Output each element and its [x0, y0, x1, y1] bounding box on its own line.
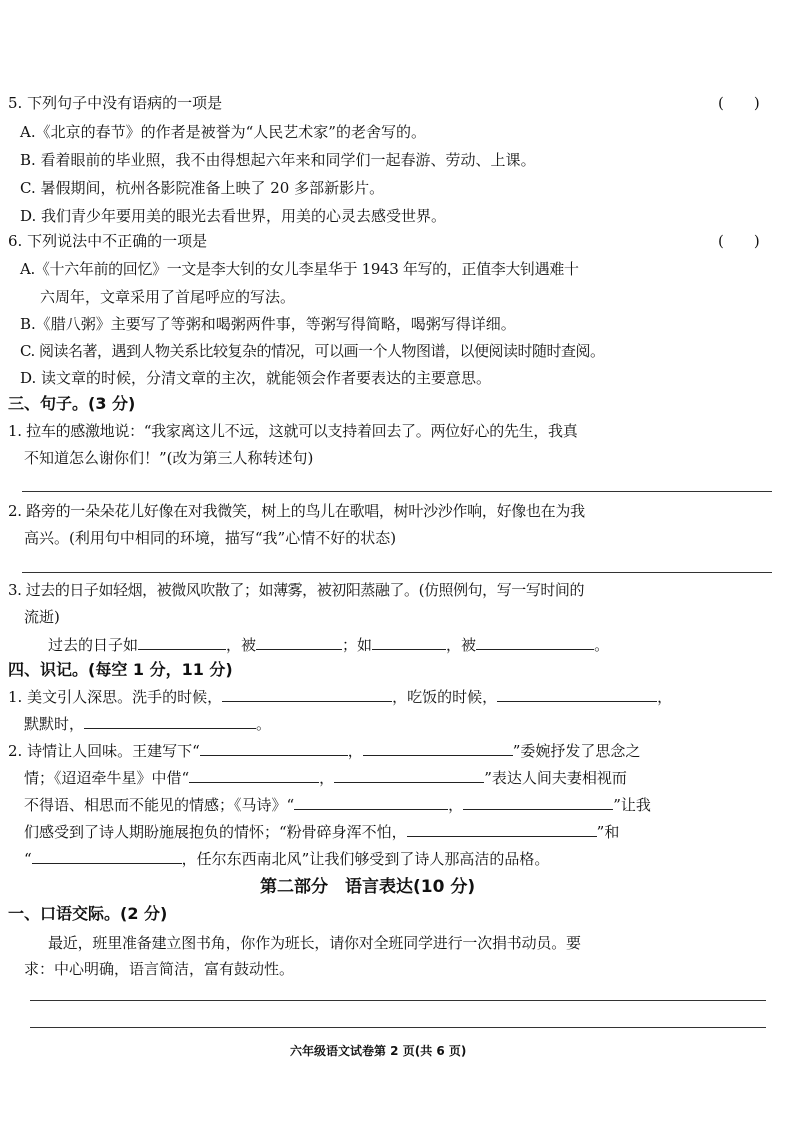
q6-option-d: D. 读文章的时候，分清文章的主次，就能领会作者要表达的主要意思。	[20, 369, 492, 387]
recite2-text-c: ”委婉抒发了思念之	[512, 742, 641, 760]
sentence1-line1: 1. 拉车的感激地说：“我家离这儿不远，这就可以支持着回去了。两位好心的先生，我真	[8, 422, 578, 440]
recite2-line4	[24, 821, 619, 843]
recite2-blank-8[interactable]	[32, 849, 182, 864]
recite1-text-a: 1. 美文引人深思。洗手的时候，	[8, 688, 223, 706]
recite2-text-m: ，任尔东西南北风”让我们够受到了诗人那高洁的品格。	[181, 850, 550, 868]
recite1-text-e: 。	[256, 715, 272, 733]
oral-answer-line-2[interactable]	[30, 1027, 766, 1028]
recite2-text-h: ，	[448, 796, 464, 814]
recite2-line1	[8, 740, 640, 762]
recite1-text-d: 默默时，	[24, 715, 85, 733]
recite2-line5	[24, 848, 549, 870]
recite2-text-e: ，	[319, 769, 335, 787]
recite1-blank-3[interactable]	[84, 714, 256, 729]
recite2-line3	[24, 794, 651, 816]
fill-bei-2: ，被	[446, 636, 477, 654]
q5-option-d: D. 我们青少年要用美的眼光去看世界，用美的心灵去感受世界。	[20, 207, 447, 225]
recite2-text-b: ，	[347, 742, 363, 760]
sentence2-line2: 高兴。(利用句中相同的环境，描写“我”心情不好的状态)	[24, 529, 397, 547]
recite2-blank-7[interactable]	[407, 822, 597, 837]
q6-stem: 6. 下列说法中不正确的一项是	[8, 232, 208, 250]
page-footer: 六年级语文试卷第 2 页(共 6 页)	[290, 1044, 467, 1058]
q5-option-a: A.《北京的春节》的作者是被誉为“人民艺术家”的老舍写的。	[20, 123, 426, 141]
fill-prefix: 过去的日子如	[48, 636, 139, 654]
recite1-text-b: ，吃饭的时候，	[392, 688, 498, 706]
recite1-blank-1[interactable]	[222, 687, 392, 702]
sentence1-line2: 不知道怎么谢你们！”(改为第三人称转述句)	[24, 449, 314, 467]
fill-bei-1: ，被	[226, 636, 257, 654]
section4-title: 四、识记。(每空 1 分，11 分)	[8, 660, 233, 679]
q5-answer-paren[interactable]: ( )	[718, 94, 760, 112]
recite2-text-a: 2. 诗情让人回味。王建写下“	[8, 742, 200, 760]
fill-blank-1[interactable]	[138, 635, 226, 650]
oral-prompt-line1: 最近，班里准备建立图书角，你作为班长，请你对全班同学进行一次捐书动员。要	[48, 934, 581, 952]
recite1-text-c: ，	[657, 688, 673, 706]
recite2-text-i: ”让我	[613, 796, 651, 814]
fill-blank-2[interactable]	[256, 635, 342, 650]
recite2-text-f: ”表达人间夫妻相视而	[484, 769, 627, 787]
fill-end: 。	[594, 636, 610, 654]
sentence1-answer-line[interactable]	[22, 491, 772, 492]
recite2-blank-3[interactable]	[189, 768, 319, 783]
q5-option-b: B. 看着眼前的毕业照，我不由得想起六年来和同学们一起春游、劳动、上课。	[20, 151, 536, 169]
q5-stem: 5. 下列句子中没有语病的一项是	[8, 94, 223, 112]
sentence3-line2: 流逝)	[24, 608, 60, 626]
q6-answer-paren[interactable]: ( )	[718, 232, 760, 250]
recite2-text-g: 不得语、相思而不能见的情感；《马诗》“	[24, 796, 295, 814]
q6-option-c: C. 阅读名著，遇到人物关系比较复杂的情况，可以画一个人物图谱，以便阅读时随时查阅。	[20, 342, 605, 360]
fill-blank-4[interactable]	[476, 635, 594, 650]
recite2-blank-1[interactable]	[200, 741, 348, 756]
recite2-blank-2[interactable]	[363, 741, 513, 756]
recite2-text-d: 情；《迢迢牵牛星》中借“	[24, 769, 190, 787]
section3-title: 三、句子。(3 分)	[8, 394, 136, 413]
q5-option-c: C. 暑假期间，杭州各影院准备上映了 20 多部新影片。	[20, 179, 385, 197]
oral-prompt-line2: 求：中心明确，语言简洁，富有鼓动性。	[24, 960, 295, 978]
sentence2-line1: 2. 路旁的一朵朵花儿好像在对我微笑，树上的鸟儿在歌唱，树叶沙沙作响，好像也在为我	[8, 502, 585, 520]
recite1-line2	[24, 713, 271, 735]
recite1-blank-2[interactable]	[497, 687, 657, 702]
sentence3-fill-row	[48, 634, 609, 656]
recite2-text-j: 们感受到了诗人期盼施展抱负的情怀；“粉骨碎身浑不怕，	[24, 823, 407, 841]
fill-blank-3[interactable]	[372, 635, 446, 650]
q6-option-a-line1: A.《十六年前的回忆》一文是李大钊的女儿李星华于 1943 年写的，正值李大钊遇难十	[20, 260, 579, 278]
q6-option-b: B.《腊八粥》主要写了等粥和喝粥两件事，等粥写得简略，喝粥写得详细。	[20, 315, 516, 333]
fill-ru: ；如	[342, 636, 373, 654]
part2-title: 第二部分 语言表达(10 分)	[260, 877, 476, 897]
oral-answer-line-1[interactable]	[30, 1000, 766, 1001]
recite2-blank-4[interactable]	[334, 768, 484, 783]
recite2-blank-6[interactable]	[463, 795, 613, 810]
recite1-line1	[8, 686, 672, 708]
sentence2-answer-line[interactable]	[22, 572, 772, 573]
recite2-text-l: “	[24, 850, 32, 868]
q6-option-a-line2: 六周年，文章采用了首尾呼应的写法。	[40, 288, 296, 306]
recite2-text-k: ”和	[596, 823, 620, 841]
recite2-line2	[24, 767, 627, 789]
oral-section-title: 一、口语交际。(2 分)	[8, 904, 168, 923]
recite2-blank-5[interactable]	[294, 795, 448, 810]
sentence3-line1: 3. 过去的日子如轻烟，被微风吹散了；如薄雾，被初阳蒸融了。(仿照例句，写一写时间的	[8, 581, 585, 599]
